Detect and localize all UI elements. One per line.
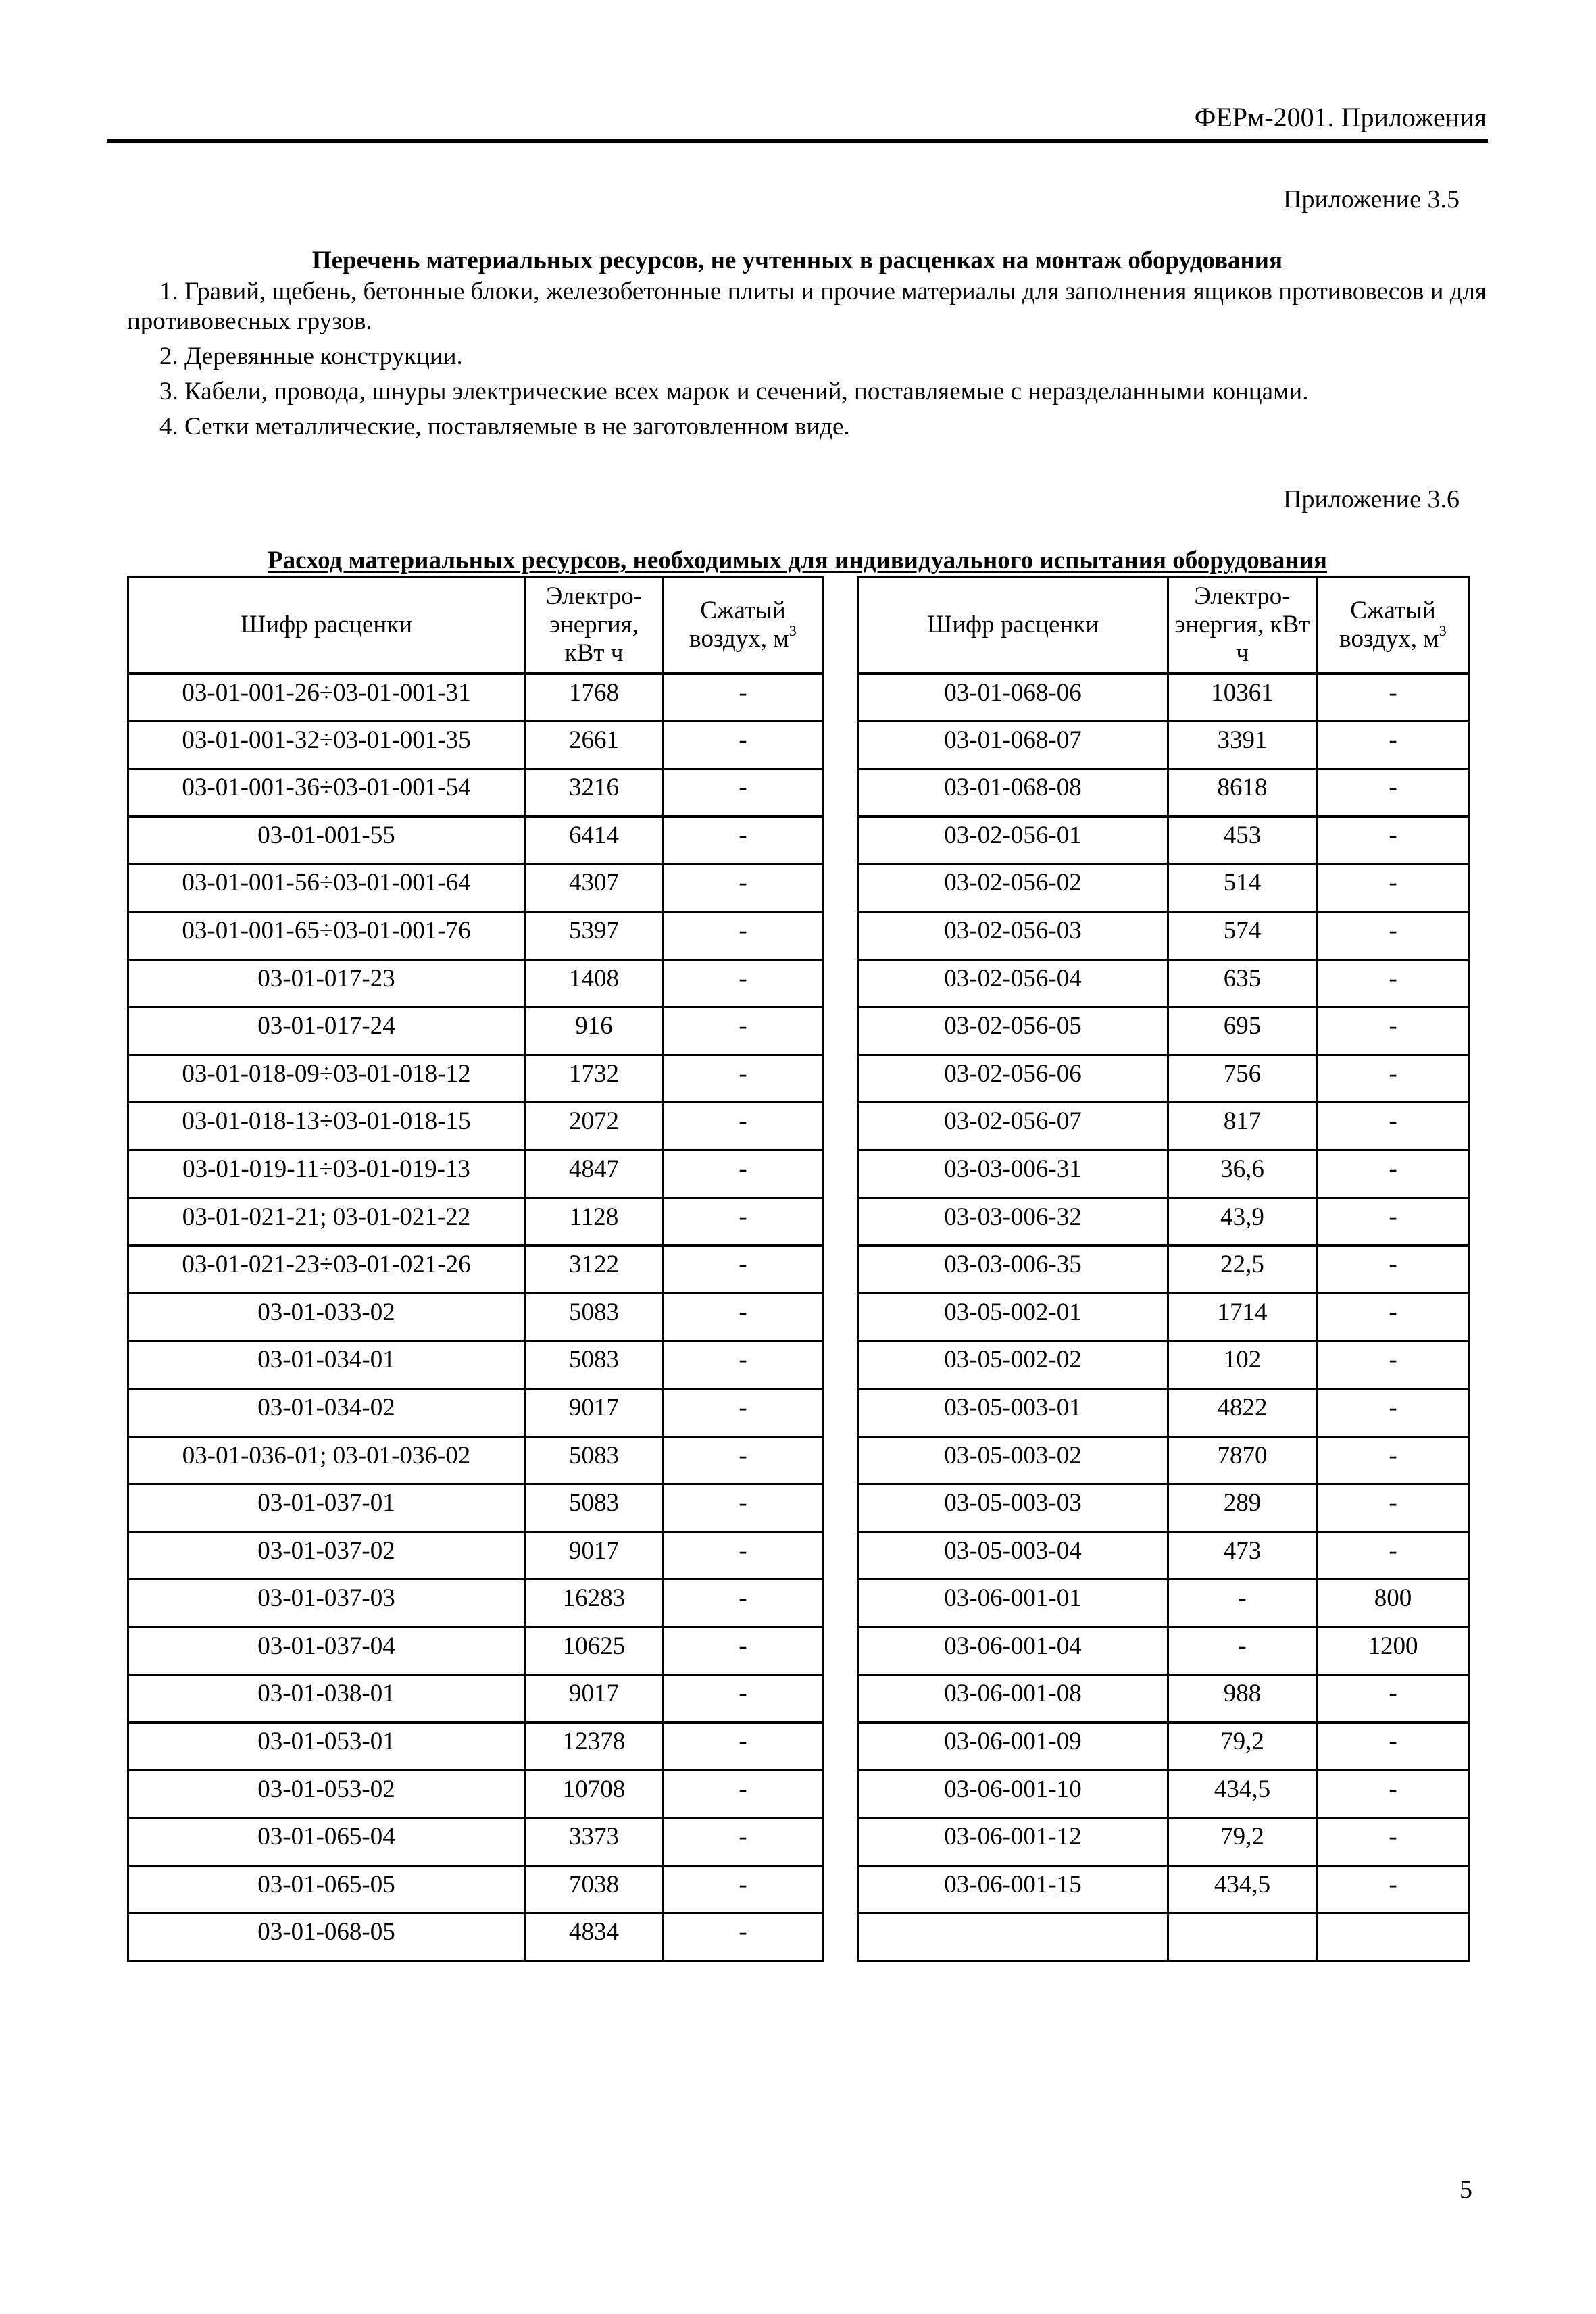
table-row <box>128 959 823 1007</box>
table-row <box>858 1436 1470 1484</box>
cell-compressed-air: - <box>664 1865 823 1913</box>
table-row <box>858 1770 1470 1818</box>
table-row <box>128 1532 823 1580</box>
table-row <box>128 1818 823 1866</box>
cell-code: 03-01-001-26÷03-01-001-31 <box>128 674 525 722</box>
table-row <box>128 1675 823 1723</box>
cell-code: 03-01-053-02 <box>128 1770 525 1818</box>
cell-compressed-air: - <box>1317 1865 1470 1913</box>
table-row <box>858 1580 1470 1628</box>
table-row <box>858 1865 1470 1913</box>
cell-electricity: 916 <box>525 1007 664 1055</box>
table-row <box>858 1627 1470 1675</box>
cell-compressed-air: - <box>1317 674 1470 722</box>
cell-code: 03-02-056-04 <box>858 959 1168 1007</box>
cell-compressed-air: - <box>664 1198 823 1246</box>
cell-compressed-air: - <box>664 1293 823 1341</box>
cell-compressed-air: - <box>1317 1484 1470 1532</box>
appendix-3-5-label: Приложение 3.5 <box>1283 185 1460 213</box>
cell-electricity: 1732 <box>525 1055 664 1103</box>
table-row <box>128 1150 823 1198</box>
cell-compressed-air: - <box>1317 1675 1470 1723</box>
cell-electricity: 10708 <box>525 1770 664 1818</box>
cell-code: 03-01-033-02 <box>128 1293 525 1341</box>
table-row <box>858 911 1470 959</box>
appendix-3-6-title: Расход материальных ресурсов, необходимых для индивидуального испытания оборудования <box>267 547 1328 574</box>
cell-code: 03-01-038-01 <box>128 1675 525 1723</box>
cell-electricity: 817 <box>1168 1103 1317 1151</box>
cell-electricity <box>1168 1913 1317 1961</box>
cell-compressed-air: - <box>664 1580 823 1628</box>
table-row <box>128 864 823 912</box>
cell-code: 03-01-018-13÷03-01-018-15 <box>128 1103 525 1151</box>
table-row <box>128 769 823 817</box>
column-header-compressed-air <box>1317 578 1470 674</box>
table-row <box>858 1532 1470 1580</box>
table-row <box>858 1341 1470 1389</box>
cell-code: 03-06-001-10 <box>858 1770 1168 1818</box>
cell-compressed-air: - <box>664 721 823 769</box>
cell-electricity: 9017 <box>525 1388 664 1436</box>
cell-compressed-air: - <box>664 1341 823 1389</box>
cell-code: 03-01-017-24 <box>128 1007 525 1055</box>
cell-electricity: 79,2 <box>1168 1723 1317 1771</box>
cell-code: 03-01-019-11÷03-01-019-13 <box>128 1150 525 1198</box>
table-row <box>128 1388 823 1436</box>
cell-compressed-air: - <box>664 1484 823 1532</box>
cell-compressed-air: - <box>1317 1388 1470 1436</box>
cell-code: 03-06-001-09 <box>858 1723 1168 1771</box>
table-row <box>128 1723 823 1771</box>
cell-compressed-air <box>1317 1913 1470 1961</box>
table-row <box>128 1865 823 1913</box>
cell-compressed-air: - <box>1317 1103 1470 1151</box>
cell-compressed-air: - <box>1317 1341 1470 1389</box>
cell-code: 03-01-037-02 <box>128 1532 525 1580</box>
cell-electricity: 434,5 <box>1168 1865 1317 1913</box>
cell-code: 03-05-002-01 <box>858 1293 1168 1341</box>
table-row <box>128 1007 823 1055</box>
table-row <box>128 1436 823 1484</box>
cell-compressed-air: - <box>664 1436 823 1484</box>
table-row <box>128 721 823 769</box>
cell-compressed-air: - <box>664 864 823 912</box>
cell-compressed-air: - <box>664 1723 823 1771</box>
cell-code: 03-01-001-65÷03-01-001-76 <box>128 911 525 959</box>
table-header-row <box>128 578 823 674</box>
cell-electricity: 5083 <box>525 1341 664 1389</box>
table-row <box>128 1293 823 1341</box>
cell-code: 03-05-003-02 <box>858 1436 1168 1484</box>
cell-electricity: 453 <box>1168 816 1317 864</box>
cell-compressed-air: - <box>1317 911 1470 959</box>
cell-compressed-air: - <box>1317 1818 1470 1866</box>
cell-compressed-air: - <box>1317 816 1470 864</box>
table-row <box>858 1723 1470 1771</box>
cell-code: 03-01-036-01; 03-01-036-02 <box>128 1436 525 1484</box>
cell-electricity: 9017 <box>525 1675 664 1723</box>
cell-code: 03-01-065-05 <box>128 1865 525 1913</box>
cell-electricity: 5083 <box>525 1436 664 1484</box>
cell-compressed-air: 1200 <box>1317 1627 1470 1675</box>
running-title: ФЕРм-2001. Приложения <box>1194 102 1487 132</box>
cell-electricity: 5397 <box>525 911 664 959</box>
table-row <box>128 674 823 722</box>
header-rule <box>107 139 1488 143</box>
table-row <box>858 1103 1470 1151</box>
cell-code: 03-05-003-04 <box>858 1532 1168 1580</box>
table-row <box>128 816 823 864</box>
table-row <box>858 1675 1470 1723</box>
cell-electricity: - <box>1168 1627 1317 1675</box>
table-row <box>128 1246 823 1294</box>
cell-code: 03-01-037-04 <box>128 1627 525 1675</box>
table-row <box>858 1246 1470 1294</box>
cell-code: 03-01-068-07 <box>858 721 1168 769</box>
cell-electricity: 5083 <box>525 1484 664 1532</box>
cell-electricity: 1768 <box>525 674 664 722</box>
cell-code: 03-01-001-56÷03-01-001-64 <box>128 864 525 912</box>
appendix-3-6-label: Приложение 3.6 <box>1283 485 1460 513</box>
cell-code: 03-06-001-15 <box>858 1865 1168 1913</box>
column-header-code: Шифр расценки <box>128 578 525 674</box>
air-unit-exponent: 3 <box>789 622 797 639</box>
table-row <box>858 1484 1470 1532</box>
cell-electricity: 635 <box>1168 959 1317 1007</box>
cell-code: 03-01-021-21; 03-01-021-22 <box>128 1198 525 1246</box>
column-header-electricity: Электро-энергия, кВт ч <box>1168 578 1317 674</box>
cell-code: 03-01-001-36÷03-01-001-54 <box>128 769 525 817</box>
cell-code: 03-01-053-01 <box>128 1723 525 1771</box>
cell-electricity: 43,9 <box>1168 1198 1317 1246</box>
cell-electricity: 3391 <box>1168 721 1317 769</box>
list-item: 2. Деревянные конструкции. <box>159 343 463 370</box>
cell-electricity: 7038 <box>525 1865 664 1913</box>
table-row <box>858 816 1470 864</box>
cell-compressed-air: - <box>664 769 823 817</box>
cell-compressed-air: - <box>1317 1055 1470 1103</box>
table-row <box>128 1198 823 1246</box>
column-header-compressed-air <box>664 578 823 674</box>
cell-compressed-air: - <box>664 674 823 722</box>
cell-code: 03-02-056-05 <box>858 1007 1168 1055</box>
cell-electricity: 4307 <box>525 864 664 912</box>
cell-code: 03-05-002-02 <box>858 1341 1168 1389</box>
cell-compressed-air: - <box>1317 1007 1470 1055</box>
cell-code: 03-01-001-55 <box>128 816 525 864</box>
table-row <box>128 1341 823 1389</box>
resources-table-left <box>127 576 824 1962</box>
table-row <box>858 1150 1470 1198</box>
list-item: 3. Кабели, провода, шнуры электрические всех марок и сечений, поставляемые с неразделанными концами. <box>159 378 1309 405</box>
table-row <box>858 1293 1470 1341</box>
cell-code: 03-03-006-32 <box>858 1198 1168 1246</box>
resources-table-right <box>857 576 1470 1962</box>
cell-compressed-air: - <box>1317 1532 1470 1580</box>
cell-electricity: 2072 <box>525 1103 664 1151</box>
cell-compressed-air: - <box>1317 1150 1470 1198</box>
table-row <box>128 1770 823 1818</box>
cell-code: 03-06-001-01 <box>858 1580 1168 1628</box>
cell-code: 03-01-037-01 <box>128 1484 525 1532</box>
cell-electricity: 695 <box>1168 1007 1317 1055</box>
cell-code: 03-01-068-05 <box>128 1913 525 1961</box>
cell-electricity: 574 <box>1168 911 1317 959</box>
cell-compressed-air: - <box>664 1150 823 1198</box>
cell-compressed-air: - <box>664 816 823 864</box>
table-row <box>858 1007 1470 1055</box>
table-row <box>858 864 1470 912</box>
cell-electricity: 16283 <box>525 1580 664 1628</box>
cell-electricity: 514 <box>1168 864 1317 912</box>
cell-compressed-air: - <box>1317 1723 1470 1771</box>
cell-compressed-air: - <box>1317 1436 1470 1484</box>
cell-compressed-air: - <box>664 911 823 959</box>
cell-code: 03-02-056-07 <box>858 1103 1168 1151</box>
cell-code: 03-02-056-01 <box>858 816 1168 864</box>
table-row <box>858 1913 1470 1961</box>
cell-compressed-air: - <box>1317 1198 1470 1246</box>
cell-compressed-air: - <box>1317 1293 1470 1341</box>
cell-electricity: 1408 <box>525 959 664 1007</box>
cell-electricity: 3373 <box>525 1818 664 1866</box>
cell-compressed-air: - <box>664 1532 823 1580</box>
table-row <box>858 1198 1470 1246</box>
cell-electricity: 1714 <box>1168 1293 1317 1341</box>
cell-code: 03-01-034-01 <box>128 1341 525 1389</box>
cell-code: 03-06-001-08 <box>858 1675 1168 1723</box>
cell-electricity: 289 <box>1168 1484 1317 1532</box>
cell-compressed-air: - <box>664 1675 823 1723</box>
cell-electricity: 1128 <box>525 1198 664 1246</box>
cell-code: 03-05-003-03 <box>858 1484 1168 1532</box>
table-row <box>858 1055 1470 1103</box>
cell-code: 03-01-001-32÷03-01-001-35 <box>128 721 525 769</box>
cell-compressed-air: - <box>1317 721 1470 769</box>
cell-code: 03-01-017-23 <box>128 959 525 1007</box>
table-row <box>128 1055 823 1103</box>
cell-code: 03-06-001-04 <box>858 1627 1168 1675</box>
cell-code: 03-05-003-01 <box>858 1388 1168 1436</box>
cell-code: 03-02-056-03 <box>858 911 1168 959</box>
cell-compressed-air: - <box>664 1818 823 1866</box>
cell-compressed-air: - <box>664 1388 823 1436</box>
table-row <box>128 1627 823 1675</box>
cell-electricity: 5083 <box>525 1293 664 1341</box>
cell-compressed-air: - <box>1317 864 1470 912</box>
cell-code: 03-03-006-35 <box>858 1246 1168 1294</box>
table-row <box>128 1913 823 1961</box>
table-row <box>128 1103 823 1151</box>
list-item: 4. Сетки металлические, поставляемые в не заготовленном виде. <box>159 413 850 441</box>
cell-electricity: 988 <box>1168 1675 1317 1723</box>
cell-electricity: - <box>1168 1580 1317 1628</box>
table-row <box>858 959 1470 1007</box>
cell-code: 03-01-034-02 <box>128 1388 525 1436</box>
cell-electricity: 102 <box>1168 1341 1317 1389</box>
list-item: 1. Гравий, щебень, бетонные блоки, железобетонные плиты и прочие материалы для заполнения ящиков противовесов и для противовесных грузов. <box>127 278 1487 335</box>
cell-compressed-air: - <box>664 1913 823 1961</box>
cell-code: 03-01-068-08 <box>858 769 1168 817</box>
cell-electricity: 756 <box>1168 1055 1317 1103</box>
cell-electricity: 22,5 <box>1168 1246 1317 1294</box>
page-number: 5 <box>1460 2175 1472 2204</box>
column-header-code: Шифр расценки <box>858 578 1168 674</box>
air-label: Сжатый воздух, м <box>1339 597 1439 653</box>
cell-compressed-air: - <box>664 1246 823 1294</box>
cell-electricity: 3122 <box>525 1246 664 1294</box>
cell-electricity: 36,6 <box>1168 1150 1317 1198</box>
cell-code: 03-02-056-02 <box>858 864 1168 912</box>
cell-electricity: 6414 <box>525 816 664 864</box>
cell-compressed-air: - <box>664 1007 823 1055</box>
table-row <box>128 1484 823 1532</box>
cell-electricity: 12378 <box>525 1723 664 1771</box>
cell-code: 03-01-021-23÷03-01-021-26 <box>128 1246 525 1294</box>
table-row <box>858 1818 1470 1866</box>
unaccounted-materials-list <box>127 277 1487 447</box>
cell-code: 03-01-065-04 <box>128 1818 525 1866</box>
cell-electricity: 7870 <box>1168 1436 1317 1484</box>
cell-code: 03-02-056-06 <box>858 1055 1168 1103</box>
cell-compressed-air: - <box>664 959 823 1007</box>
cell-compressed-air: - <box>1317 959 1470 1007</box>
table-row <box>858 721 1470 769</box>
air-unit-exponent: 3 <box>1439 622 1447 639</box>
cell-electricity: 3216 <box>525 769 664 817</box>
table-row <box>858 1388 1470 1436</box>
cell-compressed-air: - <box>1317 769 1470 817</box>
cell-electricity: 4847 <box>525 1150 664 1198</box>
cell-electricity: 10625 <box>525 1627 664 1675</box>
cell-electricity: 4822 <box>1168 1388 1317 1436</box>
cell-compressed-air: - <box>1317 1246 1470 1294</box>
cell-code: 03-01-068-06 <box>858 674 1168 722</box>
table-row <box>128 1580 823 1628</box>
cell-code: 03-01-037-03 <box>128 1580 525 1628</box>
cell-electricity: 10361 <box>1168 674 1317 722</box>
cell-electricity: 434,5 <box>1168 1770 1317 1818</box>
cell-compressed-air: - <box>664 1055 823 1103</box>
cell-compressed-air: - <box>664 1770 823 1818</box>
cell-electricity: 9017 <box>525 1532 664 1580</box>
cell-electricity: 79,2 <box>1168 1818 1317 1866</box>
table-row <box>858 769 1470 817</box>
cell-code: 03-03-006-31 <box>858 1150 1168 1198</box>
cell-code <box>858 1913 1168 1961</box>
cell-code: 03-01-018-09÷03-01-018-12 <box>128 1055 525 1103</box>
cell-compressed-air: - <box>664 1103 823 1151</box>
cell-electricity: 8618 <box>1168 769 1317 817</box>
cell-electricity: 473 <box>1168 1532 1317 1580</box>
cell-compressed-air: 800 <box>1317 1580 1470 1628</box>
cell-compressed-air: - <box>664 1627 823 1675</box>
cell-electricity: 4834 <box>525 1913 664 1961</box>
cell-code: 03-06-001-12 <box>858 1818 1168 1866</box>
table-row <box>128 911 823 959</box>
cell-electricity: 2661 <box>525 721 664 769</box>
air-label: Сжатый воздух, м <box>689 597 789 653</box>
cell-compressed-air: - <box>1317 1770 1470 1818</box>
table-row <box>858 674 1470 722</box>
table-header-row <box>858 578 1470 674</box>
appendix-3-5-title: Перечень материальных ресурсов, не учтенных в расценках на монтаж оборудования <box>311 247 1283 274</box>
column-header-electricity: Электро-энергия, кВт ч <box>525 578 664 674</box>
